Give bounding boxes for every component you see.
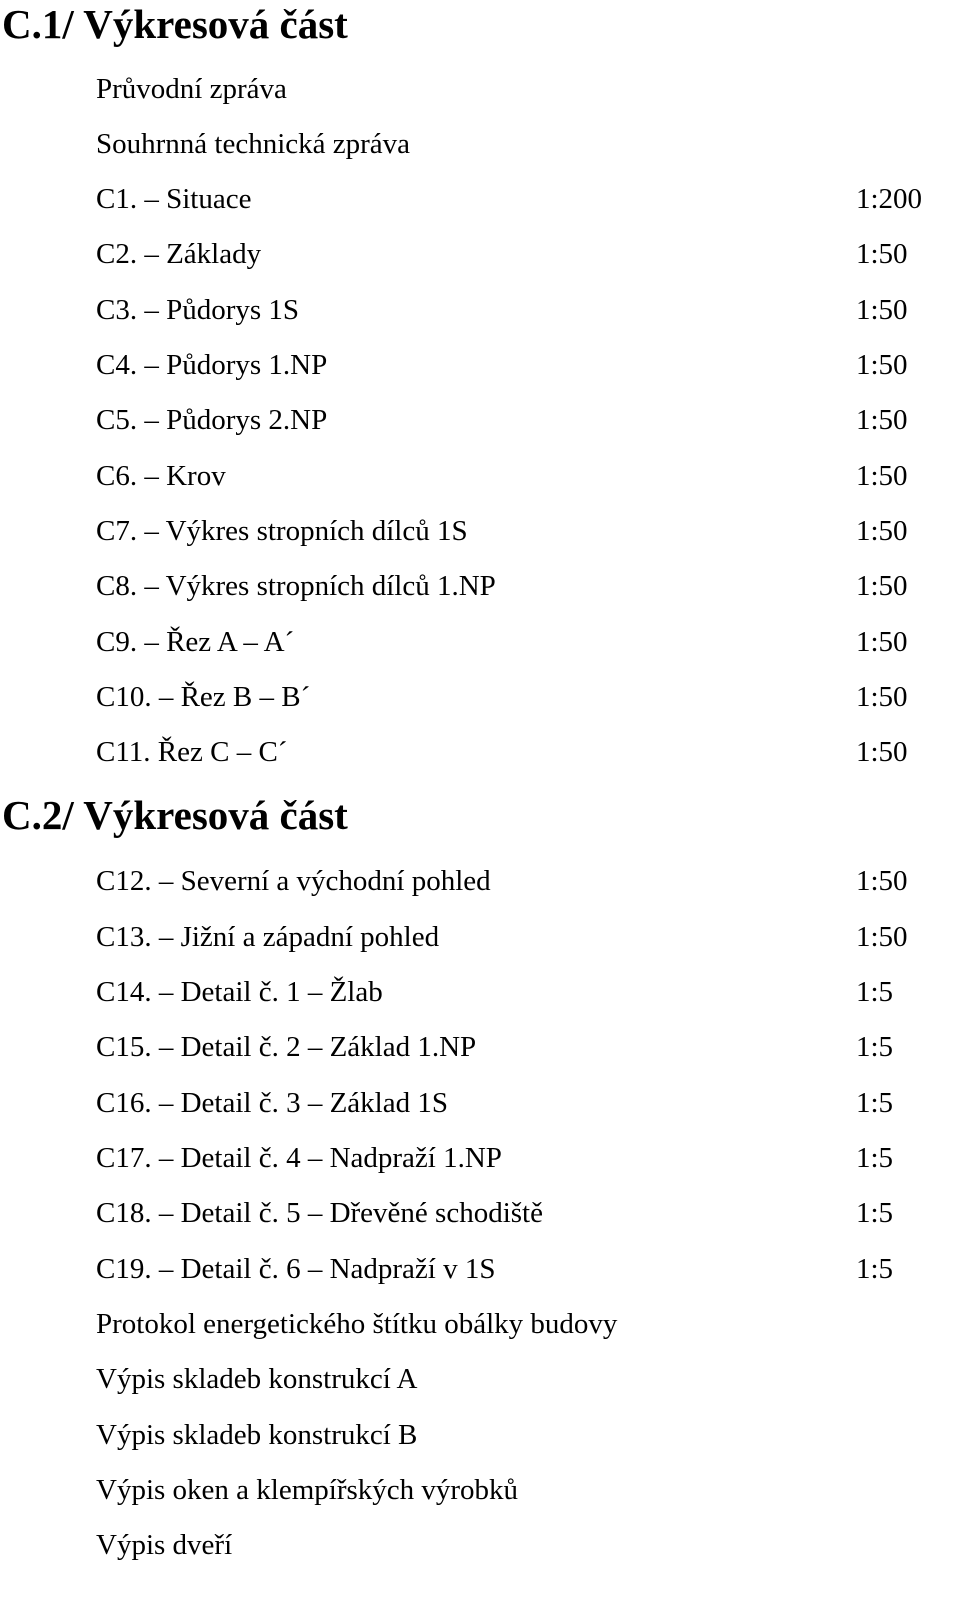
list-item-label: C10. – Řez B – B´ bbox=[96, 681, 311, 713]
list-item-scale: 1:50 bbox=[856, 404, 908, 436]
list-item-label: C9. – Řez A – A´ bbox=[96, 626, 295, 658]
list-item-label: C19. – Detail č. 6 – Nadpraží v 1S bbox=[96, 1253, 496, 1285]
list-item-scale: 1:50 bbox=[856, 865, 908, 897]
list-item-label: C13. – Jižní a západní pohled bbox=[96, 921, 440, 953]
list-item-label: C5. – Půdorys 2.NP bbox=[96, 404, 328, 436]
section-heading: C.1/ Výkresová část bbox=[2, 1, 348, 47]
list-item-scale: 1:5 bbox=[856, 976, 894, 1008]
list-item-scale: 1:5 bbox=[856, 1253, 894, 1285]
list-item-label: C17. – Detail č. 4 – Nadpraží 1.NP bbox=[96, 1142, 502, 1174]
list-item-label: C2. – Základy bbox=[96, 238, 262, 270]
section-heading: C.2/ Výkresová část bbox=[2, 792, 348, 838]
list-item-scale: 1:50 bbox=[856, 570, 908, 602]
list-item-label: Průvodní zpráva bbox=[96, 73, 287, 105]
list-item-scale: 1:50 bbox=[856, 515, 908, 547]
list-item-label: C11. Řez C – C´ bbox=[96, 736, 288, 768]
list-item-label: Výpis skladeb konstrukcí B bbox=[96, 1419, 418, 1451]
list-item-scale: 1:200 bbox=[856, 183, 923, 215]
list-item-scale: 1:50 bbox=[856, 681, 908, 713]
list-item-label: Výpis oken a klempířských výrobků bbox=[96, 1474, 519, 1506]
list-item-scale: 1:50 bbox=[856, 238, 908, 270]
list-item-label: Souhrnná technická zpráva bbox=[96, 128, 411, 160]
list-item-scale: 1:50 bbox=[856, 921, 908, 953]
list-item-label: C4. – Půdorys 1.NP bbox=[96, 349, 328, 381]
list-item-label: C12. – Severní a východní pohled bbox=[96, 865, 491, 897]
list-item-scale: 1:50 bbox=[856, 626, 908, 658]
list-item-label: C14. – Detail č. 1 – Žlab bbox=[96, 976, 383, 1008]
list-item-scale: 1:50 bbox=[856, 294, 908, 326]
list-item-scale: 1:5 bbox=[856, 1087, 894, 1119]
list-item-scale: 1:5 bbox=[856, 1197, 894, 1229]
list-item-label: C18. – Detail č. 5 – Dřevěné schodiště bbox=[96, 1197, 543, 1229]
list-item-scale: 1:5 bbox=[856, 1142, 894, 1174]
list-item-label: Výpis skladeb konstrukcí A bbox=[96, 1363, 418, 1395]
list-item-scale: 1:50 bbox=[856, 349, 908, 381]
list-item-label: C7. – Výkres stropních dílců 1S bbox=[96, 515, 468, 547]
list-item-label: C16. – Detail č. 3 – Základ 1S bbox=[96, 1087, 448, 1119]
list-item-label: C3. – Půdorys 1S bbox=[96, 294, 300, 326]
list-item-label: C6. – Krov bbox=[96, 460, 226, 492]
list-item-scale: 1:50 bbox=[856, 736, 908, 768]
list-item-label: C15. – Detail č. 2 – Základ 1.NP bbox=[96, 1031, 477, 1063]
list-item-label: Protokol energetického štítku obálky budovy bbox=[96, 1308, 618, 1340]
list-item-label: Výpis dveří bbox=[96, 1529, 233, 1561]
list-item-label: C1. – Situace bbox=[96, 183, 252, 215]
list-item-scale: 1:5 bbox=[856, 1031, 894, 1063]
list-item-scale: 1:50 bbox=[856, 460, 908, 492]
list-item-label: C8. – Výkres stropních dílců 1.NP bbox=[96, 570, 496, 602]
